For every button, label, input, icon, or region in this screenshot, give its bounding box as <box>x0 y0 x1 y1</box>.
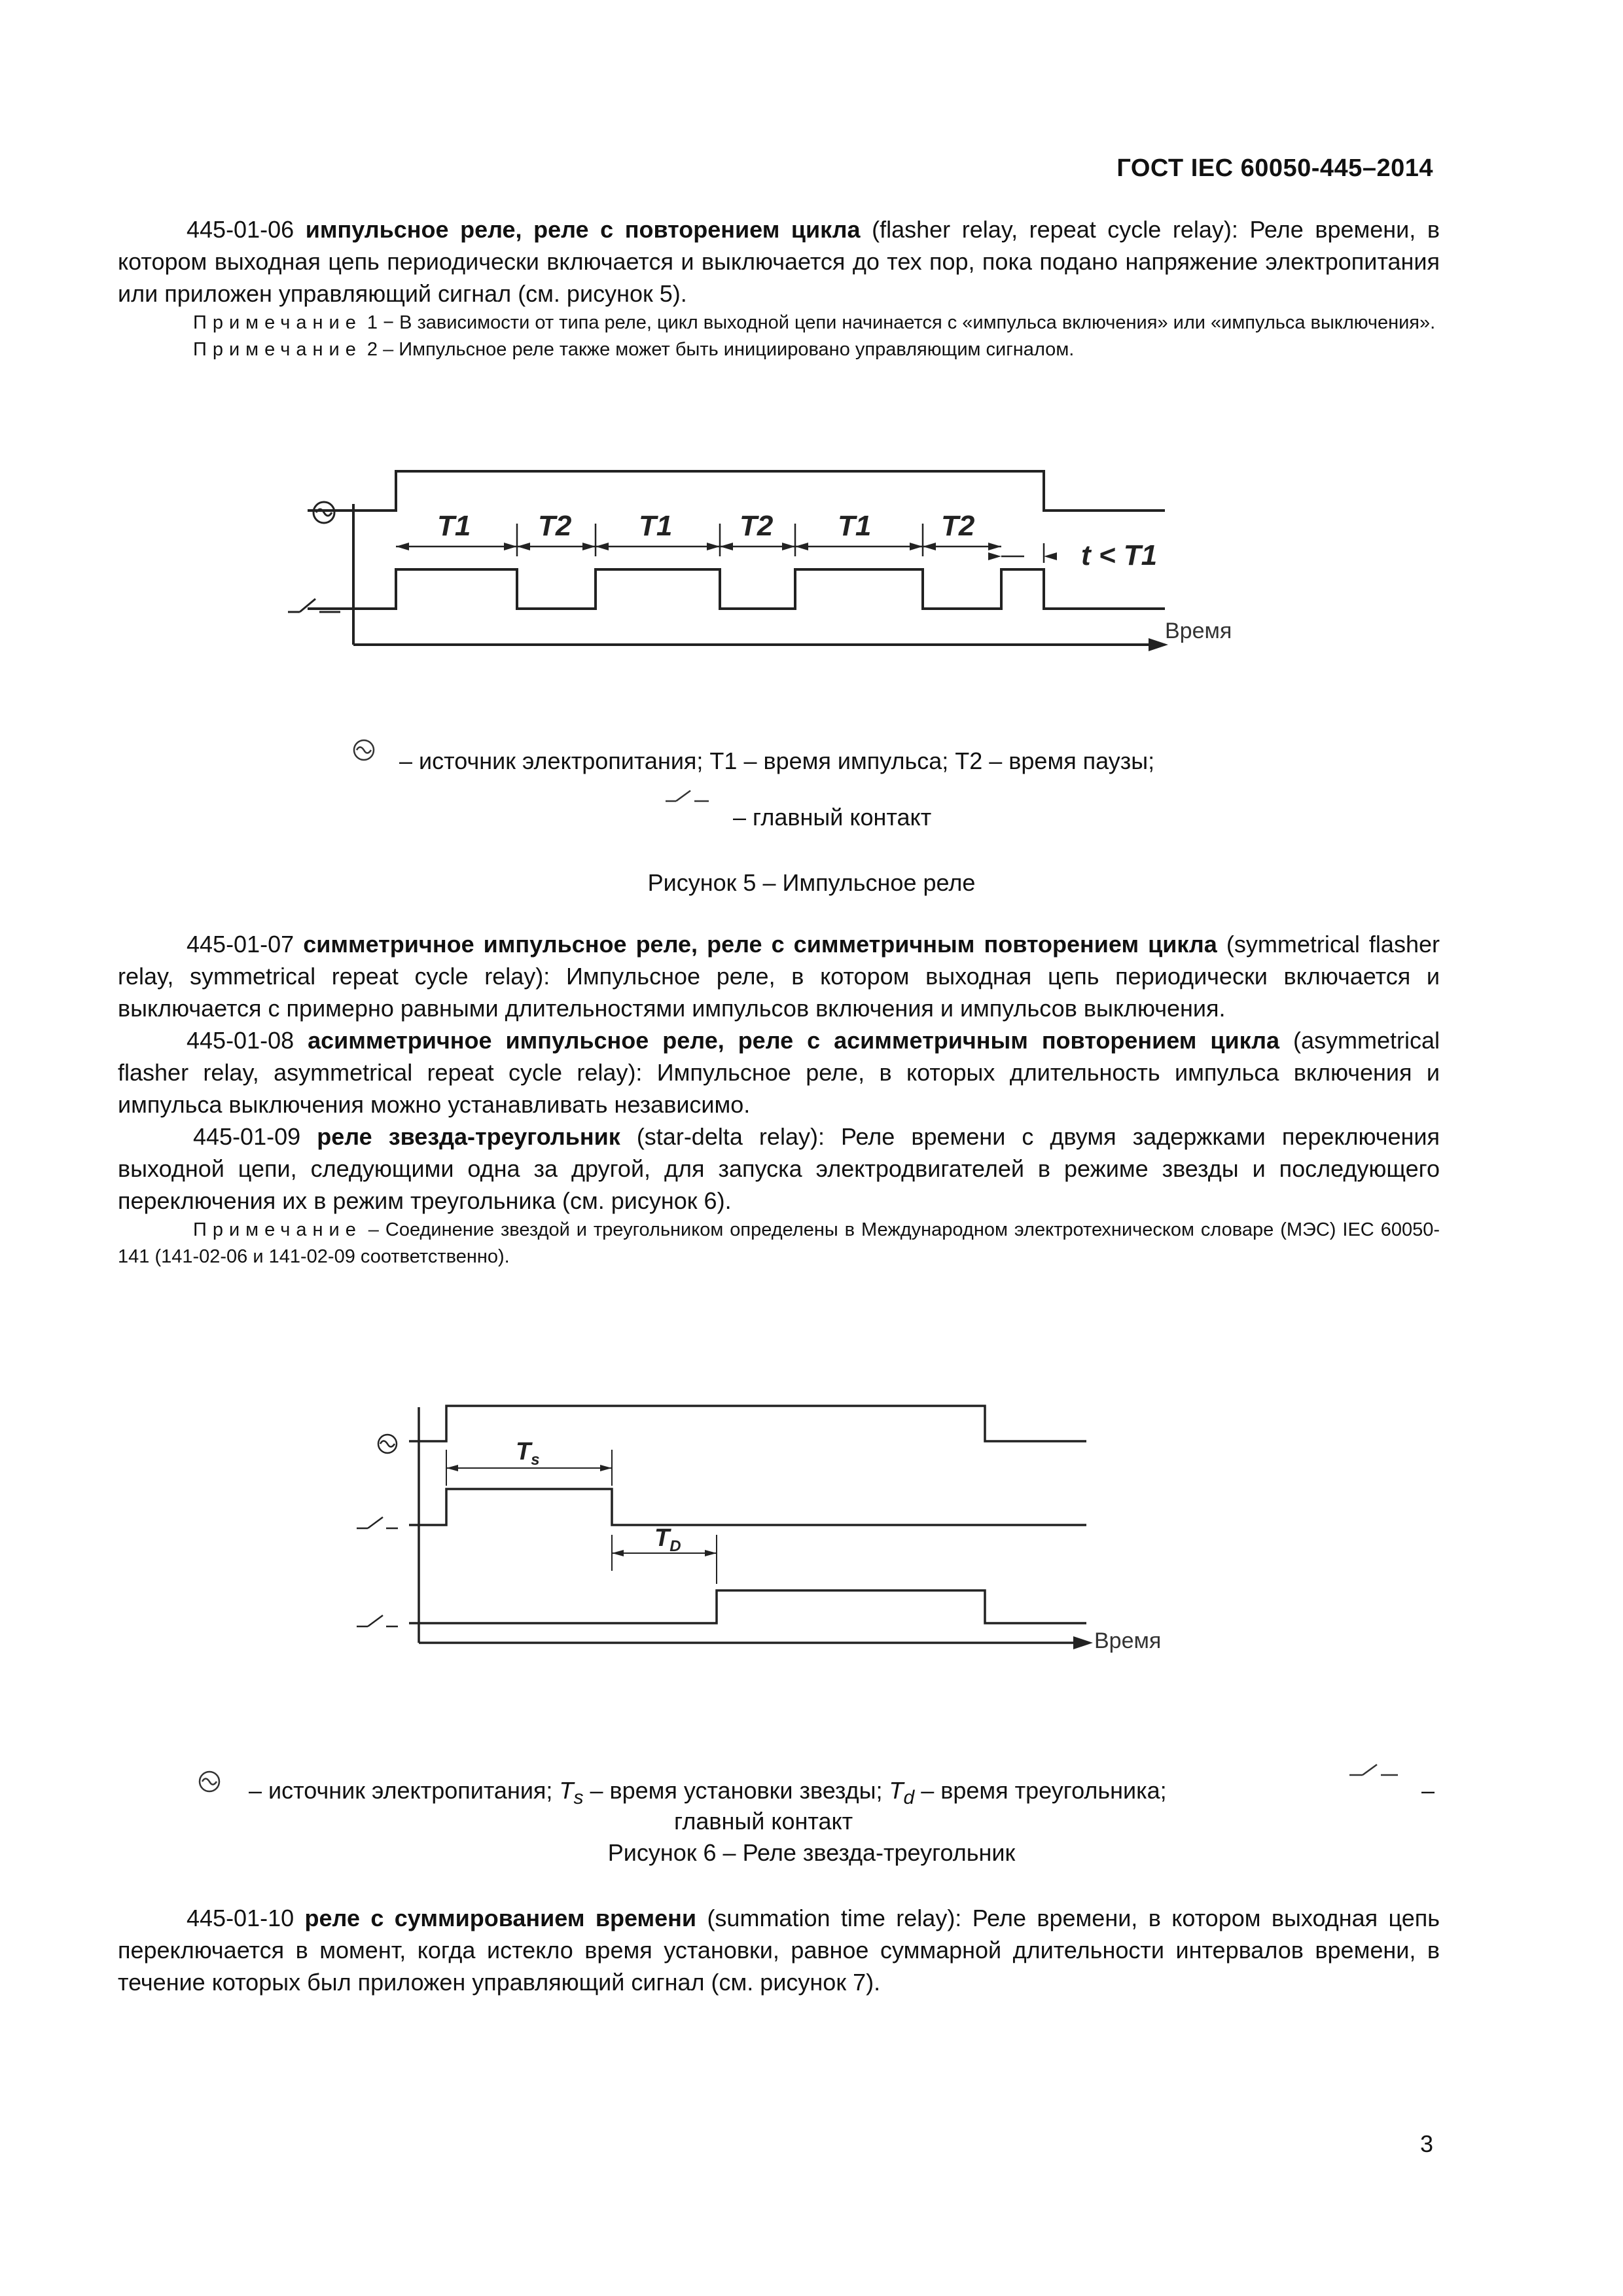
figure-6-legend-line-2: главный контакт <box>674 1808 853 1835</box>
note-label: Примечание <box>193 312 362 333</box>
power-source-icon <box>351 737 377 763</box>
figure-6-legend-line-1: – источник электропитания; $T_s$ – время установки звезды; $T_d$ – время треугольника; <box>249 1777 1167 1809</box>
main-contact-icon <box>357 1517 398 1528</box>
definition-text: (star-delta relay): Реле времени с двумя задержками переключения выходной цепи, следующими одна за другой, для запуска электродвигателей в режиме звезды и последующего переключения их в режим треугольника (см. рисунок 6). <box>118 1123 1440 1214</box>
term-title: симметричное импульсное реле, реле с симметричным повторением цикла <box>303 931 1217 958</box>
term-number: 445-01-10 <box>187 1905 294 1931</box>
definition-text: (summation time relay): Реле времени, в котором выходная цепь переключается в момент, когда истекло время установки, равное суммарной длительности интервалов времени, в течение которых был приложен управляющий сигнал (см. рисунок 7). <box>118 1905 1440 1996</box>
definition-text: (flasher relay, repeat cycle relay): Реле времени, в котором выходная цепь периодически включается и выключается до тех пор, пока подано напряжение электропитания или приложен управляющий сигнал (см. рисунок 5). <box>118 216 1440 307</box>
label-t2: T2 <box>538 510 572 542</box>
figure-6-diagram <box>347 1394 1198 1669</box>
label-condition: t < T1 <box>1081 539 1158 571</box>
delta-contact-signal <box>409 1590 1086 1623</box>
term-title: реле звезда-треугольник <box>317 1123 620 1150</box>
term-number: 445-01-07 <box>187 931 294 958</box>
contact-signal <box>308 569 1165 609</box>
label-t1: T1 <box>838 510 872 542</box>
power-signal <box>308 471 1165 511</box>
figure-5-legend-line-2: – главный контакт <box>733 804 932 831</box>
figure-5-caption: Рисунок 5 – Импульсное реле <box>647 869 976 896</box>
star-contact-signal <box>409 1489 1086 1525</box>
definition-paragraph <box>118 1024 1440 1121</box>
page-number: 3 <box>1419 2130 1433 2157</box>
label-t1: T1 <box>437 510 471 542</box>
definition-paragraph <box>118 928 1440 1024</box>
term-title: асимметричное импульсное реле, реле с асимметричным повторением цикла <box>308 1027 1279 1054</box>
section-445-01-06 <box>118 213 1440 363</box>
figure-5-diagram <box>288 445 1270 661</box>
main-contact-icon <box>357 1615 398 1626</box>
term-number: 445-01-09 <box>193 1123 301 1150</box>
note-1 <box>118 310 1440 336</box>
section-445-01-07-09 <box>118 928 1440 1270</box>
term-title: импульсное реле, реле с повторением цикла <box>305 216 861 243</box>
section-445-01-10 <box>118 1902 1440 1998</box>
note-2 <box>118 336 1440 363</box>
note-label: Примечание <box>193 1219 362 1240</box>
main-contact-icon <box>664 785 710 805</box>
label-t1: T1 <box>639 510 673 542</box>
term-title: реле с суммированием времени <box>304 1905 697 1931</box>
note-label: Примечание <box>193 339 362 360</box>
note-text: 2 – Импульсное реле также может быть инициировано управляющим сигналом. <box>361 339 1075 360</box>
definition-paragraph <box>118 1902 1440 1998</box>
power-source-icon <box>196 1768 223 1795</box>
figure-5-legend-line-1: – источник электропитания; T1 – время импульса; T2 – время паузы; <box>399 747 1155 774</box>
power-signal <box>409 1406 1086 1441</box>
axis-label: Время <box>1094 1628 1162 1653</box>
label-t2: T2 <box>740 510 774 542</box>
note <box>118 1217 1440 1270</box>
power-source-icon <box>378 1435 397 1453</box>
definition-paragraph <box>118 1121 1440 1217</box>
definition-text: (symmetrical flasher relay, symmetrical repeat cycle relay): Импульсное реле, в котором выходная цепь периодически включается и выключается с примерно равными длительностями импульсов включения и импульсов выключения. <box>118 931 1440 1022</box>
term-number: 445-01-06 <box>187 216 294 243</box>
figure-6-caption: Рисунок 6 – Реле звезда-треугольник <box>607 1839 1016 1866</box>
axis-label: Время <box>1165 619 1232 643</box>
document-header: ГОСТ IEC 60050-445–2014 <box>1116 154 1433 182</box>
power-source-icon <box>313 502 334 523</box>
figure-6-legend-dash: – <box>1421 1777 1435 1804</box>
definition-paragraph <box>118 213 1440 310</box>
definition-text: (asymmetrical flasher relay, asymmetrical repeat cycle relay): Импульсное реле, в которых длительность импульса включения и импульса выключения можно устанавливать независимо. <box>118 1027 1440 1118</box>
label-ts: $T_s$ <box>516 1438 540 1469</box>
note-text: – Соединение звездой и треугольником определены в Международном электротехническом словаре (МЭС) IEC 60050-141 (141-02-06 и 141-02-09 соответственно). <box>118 1219 1440 1267</box>
note-text: 1 − В зависимости от типа реле, цикл выходной цепи начинается с «импульса включения» или «импульса выключения». <box>361 312 1436 333</box>
label-t2: T2 <box>941 510 975 542</box>
term-number: 445-01-08 <box>187 1027 294 1054</box>
main-contact-icon <box>1348 1761 1400 1780</box>
label-td: $T_D$ <box>654 1524 681 1555</box>
